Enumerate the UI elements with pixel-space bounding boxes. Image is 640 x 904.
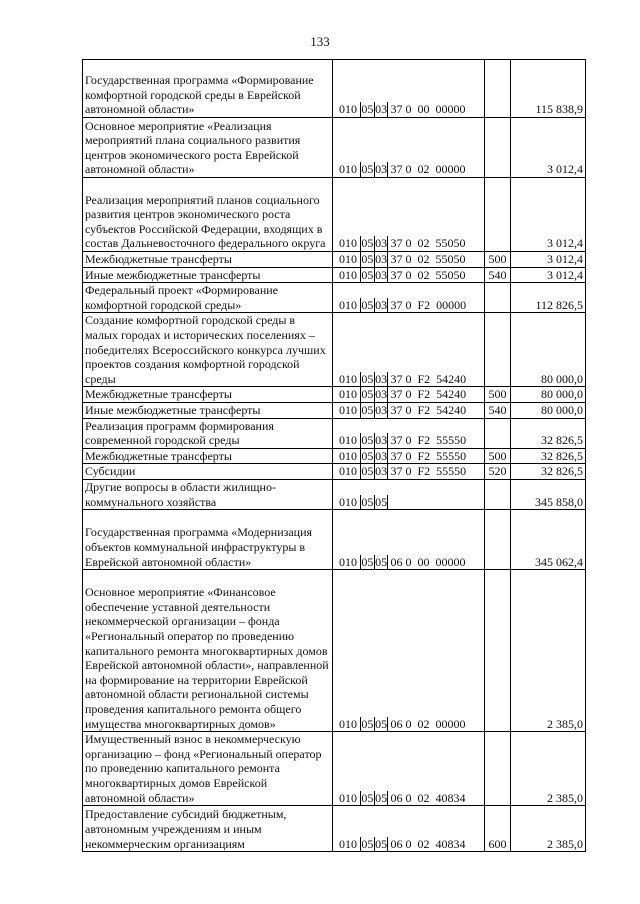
row-amount: 2 385,0 (510, 732, 585, 806)
code-subsection: 03 (375, 267, 388, 282)
code-section: 05 (361, 102, 374, 117)
code-subsection: 03 (375, 402, 388, 417)
row-codes (333, 178, 485, 252)
row-name: Субсидии (83, 464, 333, 480)
code-subsection: 05 (375, 494, 388, 509)
code-grbs: 010 (339, 371, 357, 386)
code-section: 05 (361, 448, 374, 463)
table-row (83, 448, 586, 464)
code-grbs: 010 (339, 790, 357, 805)
code-section: 05 (361, 494, 374, 509)
row-amount: 80 000,0 (510, 313, 585, 387)
code-grbs: 010 (339, 554, 357, 569)
row-codes (333, 118, 485, 178)
code-expense-type (485, 283, 510, 313)
code-subsection: 05 (375, 836, 388, 851)
code-grbs: 010 (339, 494, 357, 509)
row-name: Иные межбюджетные трансферты (83, 267, 333, 283)
code-section: 05 (361, 554, 374, 569)
code-grbs: 010 (339, 433, 357, 448)
row-codes (333, 510, 485, 570)
row-codes (333, 464, 485, 480)
code-expense-type: 500 (485, 252, 510, 268)
code-target-article: 37 0 F2 00000 (390, 297, 467, 312)
code-subsection: 03 (375, 102, 388, 117)
row-name: Государственная программа «Формирование комфортной городской среды в Еврейской автономной области» (83, 60, 333, 118)
row-amount: 345 062,4 (510, 510, 585, 570)
row-codes (333, 402, 485, 418)
row-amount: 32 826,5 (510, 464, 585, 480)
code-expense-type (485, 178, 510, 252)
code-target-article: 06 0 02 40834 (390, 790, 466, 805)
code-subsection: 03 (375, 387, 388, 402)
row-name: Федеральный проект «Формирование комфортной городской среды» (83, 283, 333, 313)
budget-table (82, 59, 586, 852)
code-expense-type (485, 313, 510, 387)
code-expense-type (485, 732, 510, 806)
code-target-article: 37 0 F2 54240 (390, 387, 467, 402)
code-grbs: 010 (339, 297, 357, 312)
code-target-article: 37 0 02 55050 (390, 252, 466, 266)
code-grbs: 010 (339, 236, 357, 251)
row-name: Другие вопросы в области жилищно-коммунального хозяйства (83, 479, 333, 509)
code-expense-type: 600 (485, 806, 510, 852)
code-section: 05 (361, 790, 374, 805)
table-row (83, 267, 586, 283)
table-row (83, 178, 586, 252)
code-section: 05 (361, 387, 374, 402)
row-codes (333, 448, 485, 464)
row-amount: 32 826,5 (510, 448, 585, 464)
row-codes (333, 313, 485, 387)
row-name: Основное мероприятие «Реализация мероприятий плана социального развития центров экономического роста Еврейской автономной области» (83, 118, 333, 178)
code-section: 05 (361, 402, 374, 417)
table-row (83, 570, 586, 732)
code-expense-type: 540 (485, 402, 510, 418)
code-subsection: 05 (375, 790, 388, 805)
row-amount: 80 000,0 (510, 402, 585, 418)
table-row (83, 402, 586, 418)
row-codes (333, 806, 485, 852)
code-subsection: 05 (375, 554, 388, 569)
code-section: 05 (361, 836, 374, 851)
table-row (83, 479, 586, 509)
table-row (83, 806, 586, 852)
code-expense-type (485, 570, 510, 732)
code-target-article: 37 0 F2 55550 (390, 433, 467, 448)
code-grbs: 010 (339, 387, 357, 402)
code-target-article: 37 0 F2 55550 (390, 464, 467, 479)
row-name: Межбюджетные трансферты (83, 448, 333, 464)
table-row (83, 464, 586, 480)
row-name: Реализация программ формирования современной городской среды (83, 418, 333, 448)
code-section: 05 (361, 267, 374, 282)
code-expense-type: 520 (485, 464, 510, 480)
row-codes (333, 252, 485, 268)
code-section: 05 (361, 371, 374, 386)
code-target-article: 37 0 00 00000 (390, 102, 466, 117)
code-expense-type (485, 118, 510, 178)
row-codes (333, 387, 485, 403)
table-row (83, 60, 586, 118)
row-name: Реализация мероприятий планов социального развития центров экономического роста субъектов Российской Федерации, входящих в состав Дальневосточного федерального округа (83, 178, 333, 252)
code-target-article: 06 0 00 00000 (390, 554, 466, 569)
code-subsection: 03 (375, 448, 388, 463)
row-amount: 3 012,4 (510, 178, 585, 252)
code-subsection: 03 (375, 464, 388, 479)
row-codes (333, 732, 485, 806)
code-subsection: 03 (375, 433, 388, 448)
row-amount: 3 012,4 (510, 252, 585, 268)
page-number: 133 (310, 34, 330, 49)
code-expense-type (485, 418, 510, 448)
table-row (83, 313, 586, 387)
row-codes (333, 479, 485, 509)
code-target-article: 37 0 02 55050 (390, 236, 466, 251)
code-grbs: 010 (339, 267, 357, 282)
code-target-article: 37 0 F2 54240 (390, 371, 467, 386)
code-subsection: 05 (375, 716, 388, 731)
code-grbs: 010 (339, 836, 357, 851)
code-expense-type: 540 (485, 267, 510, 283)
code-grbs: 010 (339, 402, 357, 417)
code-section: 05 (361, 297, 374, 312)
code-section: 05 (361, 236, 374, 251)
row-name: Предоставление субсидий бюджетным, автономным учреждениям и иным некоммерческим организациям (83, 806, 333, 852)
code-grbs: 010 (339, 102, 357, 117)
row-codes (333, 267, 485, 283)
code-target-article: 37 0 02 55050 (390, 267, 466, 282)
code-expense-type: 500 (485, 387, 510, 403)
code-target-article: 06 0 02 00000 (390, 716, 466, 731)
table-row (83, 252, 586, 268)
code-subsection: 03 (375, 162, 388, 177)
row-name: Создание комфортной городской среды в малых городах и исторических поселениях – победителях Всероссийского конкурса лучших проектов создания комфортной городской среды (83, 313, 333, 387)
row-amount: 3 012,4 (510, 118, 585, 178)
row-amount: 3 012,4 (510, 267, 585, 283)
code-subsection: 03 (375, 252, 388, 266)
table-row (83, 283, 586, 313)
row-codes (333, 570, 485, 732)
code-expense-type (485, 510, 510, 570)
row-amount: 2 385,0 (510, 570, 585, 732)
code-subsection: 03 (375, 297, 388, 312)
row-amount: 32 826,5 (510, 418, 585, 448)
table-row (83, 118, 586, 178)
row-name: Иные межбюджетные трансферты (83, 402, 333, 418)
code-target-article: 37 0 02 00000 (390, 162, 466, 177)
table-row (83, 418, 586, 448)
row-amount: 80 000,0 (510, 387, 585, 403)
row-amount: 112 826,5 (510, 283, 585, 313)
code-grbs: 010 (339, 716, 357, 731)
row-name: Основное мероприятие «Финансовое обеспечение уставной деятельности некоммерческой организации – фонда «Региональный оператор по проведению капитального ремонта многоквартирных домов Еврейской автономной области», направленной на формирование на территории Еврейской автономной области региональной системы проведения капитального ремонта общего имущества многоквартирных домов» (83, 570, 333, 732)
code-grbs: 010 (339, 464, 357, 479)
row-codes (333, 418, 485, 448)
code-target-article: 37 0 F2 54240 (390, 402, 467, 417)
row-name: Имущественный взнос в некоммерческую организацию – фонд «Региональный оператор по проведению капитального ремонта многоквартирных домов Еврейской автономной области» (83, 732, 333, 806)
code-grbs: 010 (339, 252, 357, 266)
code-target-article: 37 0 F2 55550 (390, 448, 467, 463)
row-amount: 2 385,0 (510, 806, 585, 852)
code-section: 05 (361, 716, 374, 731)
row-codes (333, 283, 485, 313)
code-grbs: 010 (339, 162, 357, 177)
row-amount: 345 858,0 (510, 479, 585, 509)
row-amount: 115 838,9 (510, 60, 585, 118)
table-body (83, 60, 586, 852)
code-expense-type (485, 479, 510, 509)
code-target-article: 06 0 02 40834 (390, 836, 466, 851)
code-section: 05 (361, 252, 374, 266)
table-row (83, 510, 586, 570)
code-section: 05 (361, 464, 374, 479)
code-grbs: 010 (339, 448, 357, 463)
code-subsection: 03 (375, 236, 388, 251)
code-subsection: 03 (375, 371, 388, 386)
table-row (83, 387, 586, 403)
code-expense-type: 500 (485, 448, 510, 464)
code-section: 05 (361, 162, 374, 177)
code-section: 05 (361, 433, 374, 448)
row-name: Государственная программа «Модернизация объектов коммунальной инфраструктуры в Еврейской автономной области» (83, 510, 333, 570)
row-name: Межбюджетные трансферты (83, 252, 333, 268)
code-expense-type (485, 60, 510, 118)
table-row (83, 732, 586, 806)
row-name: Межбюджетные трансферты (83, 387, 333, 403)
row-codes (333, 60, 485, 118)
